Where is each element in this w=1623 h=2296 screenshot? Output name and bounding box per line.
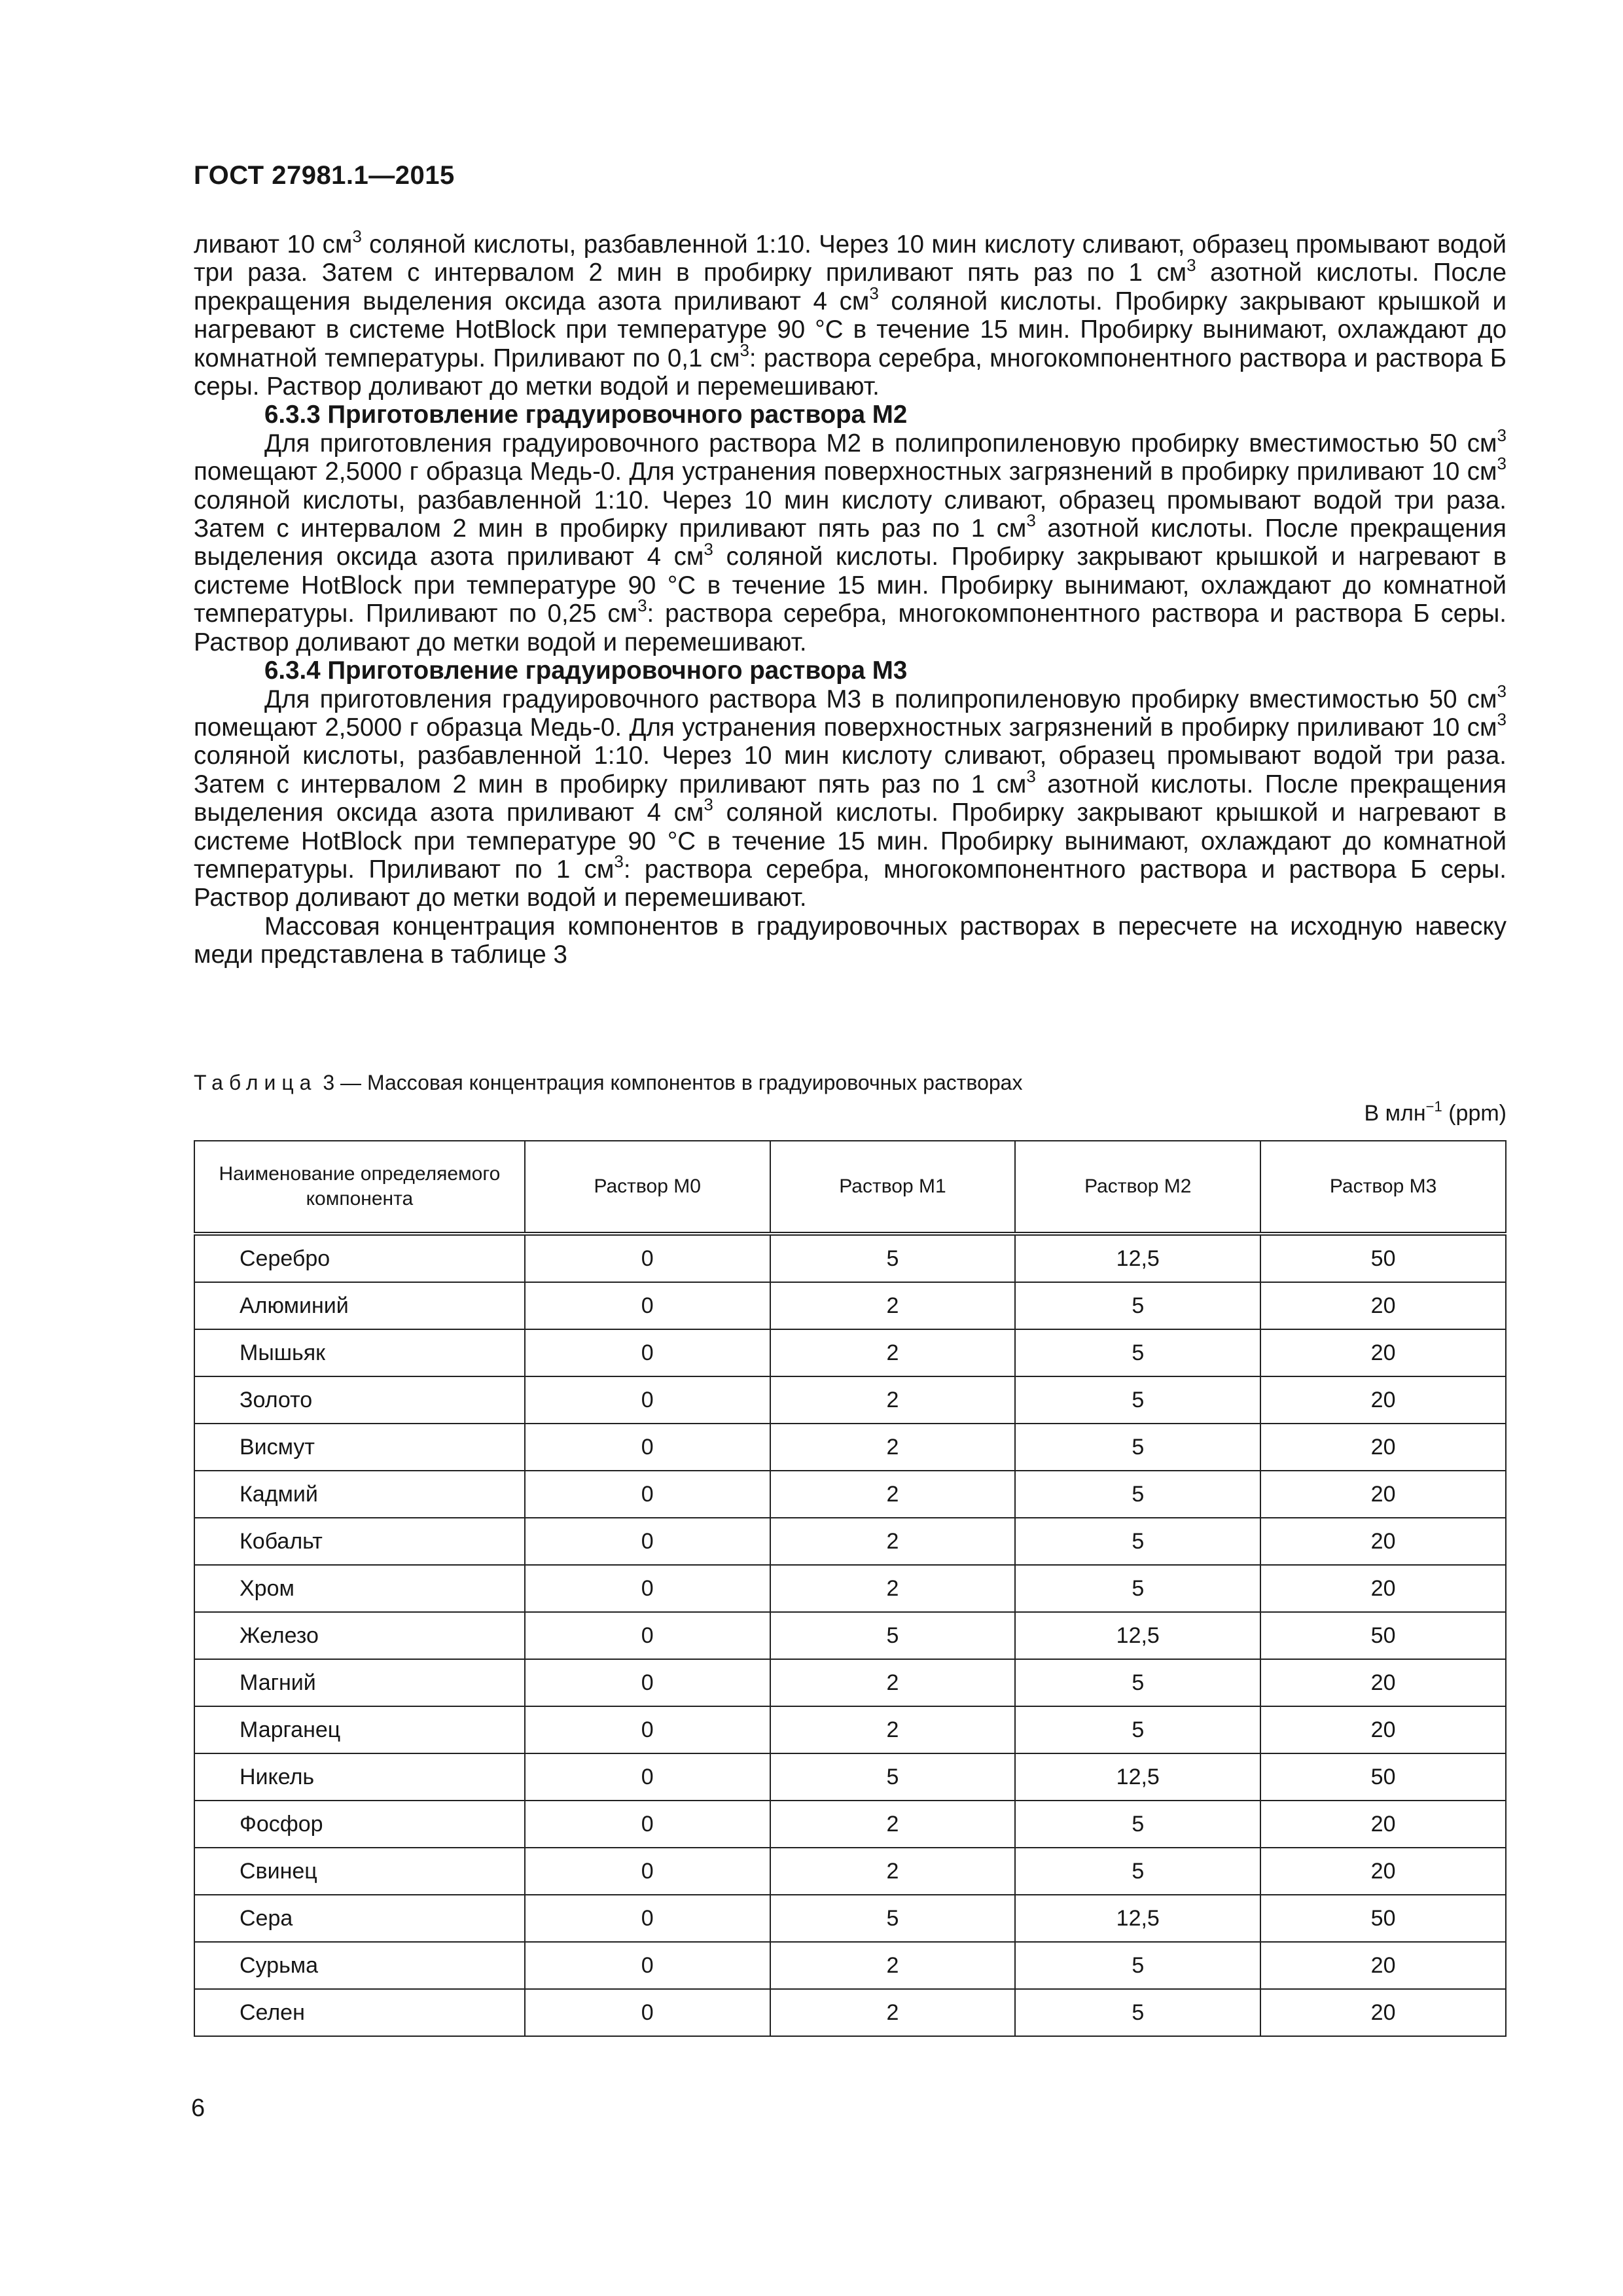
value-cell: 20 — [1260, 1565, 1506, 1612]
component-name-cell: Хром — [194, 1565, 525, 1612]
value-cell: 5 — [770, 1895, 1016, 1942]
value-cell: 0 — [525, 1659, 770, 1706]
value-cell: 2 — [770, 1471, 1016, 1518]
value-cell: 0 — [525, 1942, 770, 1989]
component-name-cell: Сурьма — [194, 1942, 525, 1989]
value-cell: 0 — [525, 1612, 770, 1659]
table-caption-title: 3 — Массовая концентрация компонентов в градуировочных растворах — [323, 1071, 1023, 1094]
table-row — [194, 1565, 1506, 1612]
value-cell: 0 — [525, 1424, 770, 1471]
table-row — [194, 1376, 1506, 1424]
table-row — [194, 1706, 1506, 1753]
table-row — [194, 1329, 1506, 1376]
value-cell: 5 — [1015, 1376, 1260, 1424]
table-caption — [194, 1071, 1022, 1095]
table-row — [194, 1424, 1506, 1471]
table-row — [194, 1753, 1506, 1801]
table-row — [194, 1234, 1506, 1282]
value-cell: 50 — [1260, 1753, 1506, 1801]
component-name-cell: Серебро — [194, 1234, 525, 1282]
component-name-cell: Магний — [194, 1659, 525, 1706]
table-row — [194, 1801, 1506, 1848]
value-cell: 2 — [770, 1801, 1016, 1848]
value-cell: 2 — [770, 1942, 1016, 1989]
component-name-cell: Свинец — [194, 1848, 525, 1895]
component-name-cell: Селен — [194, 1989, 525, 2036]
component-name-cell: Никель — [194, 1753, 525, 1801]
value-cell: 5 — [1015, 1282, 1260, 1329]
value-cell: 20 — [1260, 1848, 1506, 1895]
paragraph-m2-preparation: Для приготовления градуировочного раствора M2 в полипропиленовую пробирку вместимостью 50 $см^3$ помещают 2,5000 г образца Медь-0. Для устранения поверхностных загрязнений в пробирку приливают 10 $см^3$ соляной кислоты, разбавленной 1:10. Через 10 мин кислоту сливают, образец промывают водой три раза. Затем с интервалом 2 мин в пробирку приливают пять раз по 1 $см^3$ азотной кислоты. После прекращения выделения оксида азота приливают 4 $см^3$ соляной кислоты. Пробирку закрывают крышкой и нагревают в системе HotBlock при температуре 90 °C в течение 15 мин. Пробирку вынимают, охлаждают до комнатной температуры. Приливают по 0,25 $см^3$: раствора серебра, многокомпонентного раствора и раствора Б серы. Раствор доливают до метки водой и перемешивают. — [194, 425, 1507, 656]
value-cell: 0 — [525, 1801, 770, 1848]
value-cell: 5 — [770, 1234, 1016, 1282]
page-number: 6 — [191, 2094, 205, 2122]
section-heading-6-3-3: 6.3.3 Приготовление градуировочного раствора M2 — [264, 401, 908, 429]
value-cell: 0 — [525, 1895, 770, 1942]
value-cell: 20 — [1260, 1801, 1506, 1848]
value-cell: 5 — [1015, 1801, 1260, 1848]
value-cell: 2 — [770, 1848, 1016, 1895]
body-text — [194, 226, 1507, 969]
value-cell: 20 — [1260, 1989, 1506, 2036]
value-cell: 5 — [1015, 1989, 1260, 2036]
value-cell: 2 — [770, 1706, 1016, 1753]
value-cell: 20 — [1260, 1471, 1506, 1518]
value-cell: 20 — [1260, 1706, 1506, 1753]
component-name-cell: Кобальт — [194, 1518, 525, 1565]
value-cell: 2 — [770, 1376, 1016, 1424]
table-header-row — [194, 1141, 1506, 1234]
value-cell: 5 — [770, 1753, 1016, 1801]
value-cell: 0 — [525, 1706, 770, 1753]
component-name-cell: Висмут — [194, 1424, 525, 1471]
value-cell: 20 — [1260, 1659, 1506, 1706]
value-cell: 5 — [1015, 1424, 1260, 1471]
value-cell: 0 — [525, 1753, 770, 1801]
value-cell: 2 — [770, 1424, 1016, 1471]
value-cell: 12,5 — [1015, 1612, 1260, 1659]
value-cell: 5 — [1015, 1659, 1260, 1706]
value-cell: 20 — [1260, 1376, 1506, 1424]
component-name-cell: Железо — [194, 1612, 525, 1659]
value-cell: 0 — [525, 1234, 770, 1282]
value-cell: 2 — [770, 1659, 1016, 1706]
value-cell: 0 — [525, 1518, 770, 1565]
value-cell: 12,5 — [1015, 1753, 1260, 1801]
header-component: Наименование определяемого компонента — [194, 1141, 525, 1234]
table-row — [194, 1659, 1506, 1706]
table-body — [194, 1234, 1506, 2036]
component-name-cell: Алюминий — [194, 1282, 525, 1329]
value-cell: 2 — [770, 1282, 1016, 1329]
value-cell: 50 — [1260, 1234, 1506, 1282]
value-cell: 20 — [1260, 1329, 1506, 1376]
value-cell: 5 — [770, 1612, 1016, 1659]
component-name-cell: Золото — [194, 1376, 525, 1424]
value-cell: 2 — [770, 1329, 1016, 1376]
component-name-cell: Кадмий — [194, 1471, 525, 1518]
table-row — [194, 1518, 1506, 1565]
component-name-cell: Сера — [194, 1895, 525, 1942]
paragraph-table-reference: Массовая концентрация компонентов в градуировочных растворах в пересчете на исходную навеску меди представлена в таблице 3 — [194, 912, 1507, 969]
value-cell: 20 — [1260, 1518, 1506, 1565]
value-cell: 0 — [525, 1565, 770, 1612]
value-cell: 20 — [1260, 1282, 1506, 1329]
component-name-cell: Фосфор — [194, 1801, 525, 1848]
value-cell: 0 — [525, 1471, 770, 1518]
value-cell: 50 — [1260, 1895, 1506, 1942]
table-row — [194, 1895, 1506, 1942]
table-row — [194, 1612, 1506, 1659]
value-cell: 50 — [1260, 1612, 1506, 1659]
value-cell: 5 — [1015, 1471, 1260, 1518]
header-m2: Раствор M2 — [1015, 1141, 1260, 1234]
document-id-header: ГОСТ 27981.1—2015 — [194, 161, 455, 190]
table-row — [194, 1989, 1506, 2036]
section-heading-6-3-4: 6.3.4 Приготовление градуировочного раствора M3 — [264, 656, 908, 685]
value-cell: 5 — [1015, 1329, 1260, 1376]
value-cell: 20 — [1260, 1942, 1506, 1989]
header-m1: Раствор M1 — [770, 1141, 1016, 1234]
value-cell: 20 — [1260, 1424, 1506, 1471]
table-row — [194, 1282, 1506, 1329]
component-name-cell: Мышьяк — [194, 1329, 525, 1376]
value-cell: 12,5 — [1015, 1234, 1260, 1282]
value-cell: 0 — [525, 1329, 770, 1376]
value-cell: 0 — [525, 1282, 770, 1329]
table-caption-label: Таблица — [194, 1071, 317, 1094]
table-row — [194, 1471, 1506, 1518]
value-cell: 5 — [1015, 1518, 1260, 1565]
value-cell: 2 — [770, 1518, 1016, 1565]
paragraph-continuation: ливают 10 $см^3$ соляной кислоты, разбавленной 1:10. Через 10 мин кислоту сливают, образец промывают водой три раза. Затем с интервалом 2 мин в пробирку приливают пять раз по 1 $см^3$ азотной кислоты. После прекращения выделения оксида азота приливают 4 $см^3$ соляной кислоты. Пробирку закрывают крышкой и нагревают в системе HotBlock при температуре 90 °C в течение 15 мин. Пробирку вынимают, охлаждают до комнатной температуры. Приливают по 0,1 $см^3$: раствора серебра, многокомпонентного раствора и раствора Б серы. Раствор доливают до метки водой и перемешивают. — [194, 226, 1507, 401]
value-cell: 0 — [525, 1376, 770, 1424]
value-cell: 5 — [1015, 1942, 1260, 1989]
component-name-cell: Марганец — [194, 1706, 525, 1753]
header-m0: Раствор M0 — [525, 1141, 770, 1234]
table-units: В млн$^{-1}$ (ppm) — [1364, 1098, 1507, 1126]
concentration-table — [194, 1140, 1507, 2037]
value-cell: 2 — [770, 1989, 1016, 2036]
value-cell: 5 — [1015, 1706, 1260, 1753]
value-cell: 2 — [770, 1565, 1016, 1612]
value-cell: 5 — [1015, 1848, 1260, 1895]
paragraph-m3-preparation: Для приготовления градуировочного раствора M3 в полипропиленовую пробирку вместимостью 50 $см^3$ помещают 2,5000 г образца Медь-0. Для устранения поверхностных загрязнений в пробирку приливают 10 $см^3$ соляной кислоты, разбавленной 1:10. Через 10 мин кислоту сливают, образец промывают водой три раза. Затем с интервалом 2 мин в пробирку приливают пять раз по 1 $см^3$ азотной кислоты. После прекращения выделения оксида азота приливают 4 $см^3$ соляной кислоты. Пробирку закрывают крышкой и нагревают в системе HotBlock при температуре 90 °C в течение 15 мин. Пробирку вынимают, охлаждают до комнатной температуры. Приливают по 1 $см^3$: раствора серебра, многокомпонентного раствора и раствора Б серы. Раствор доливают до метки водой и перемешивают. — [194, 681, 1507, 912]
value-cell: 5 — [1015, 1565, 1260, 1612]
table-row — [194, 1942, 1506, 1989]
value-cell: 0 — [525, 1989, 770, 2036]
value-cell: 0 — [525, 1848, 770, 1895]
table-row — [194, 1848, 1506, 1895]
value-cell: 12,5 — [1015, 1895, 1260, 1942]
header-m3: Раствор M3 — [1260, 1141, 1506, 1234]
